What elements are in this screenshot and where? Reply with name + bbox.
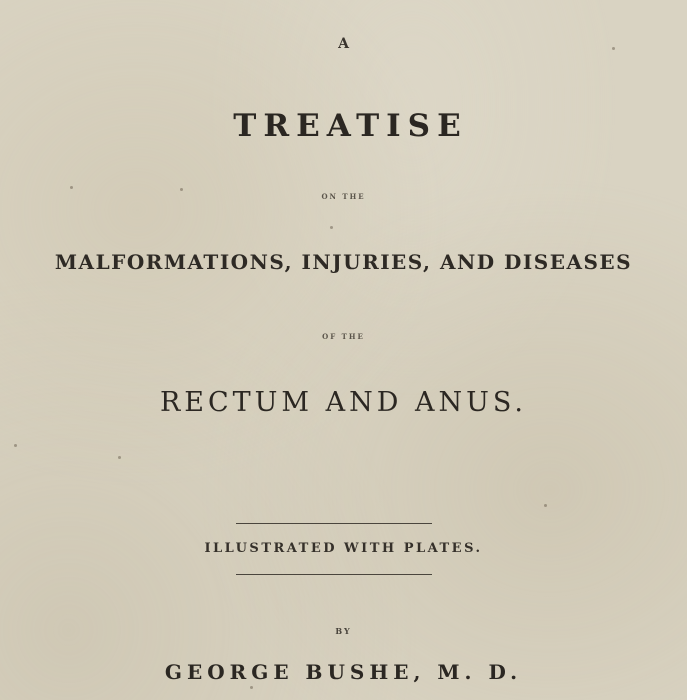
paper-speck [70, 186, 73, 189]
paper-speck [544, 504, 547, 507]
paper-speck [250, 686, 253, 689]
author-name: GEORGE BUSHE, M. D. [164, 660, 523, 684]
book-subtitle: MALFORMATIONS, INJURIES, AND DISEASES [54, 250, 633, 274]
connector-of-the: OF THE [322, 332, 365, 341]
paper-speck [180, 188, 183, 191]
by-line: BY [335, 626, 352, 636]
divider-rule-bottom [236, 574, 432, 575]
title-article: A [338, 36, 349, 52]
book-title: TREATISE [233, 108, 468, 144]
paper-speck [330, 226, 333, 229]
paper-speck [612, 47, 615, 50]
divider-rule-top [236, 523, 432, 524]
connector-on-the: ON THE [321, 192, 366, 201]
book-subject: RECTUM AND ANUS. [159, 387, 528, 418]
paper-speck [14, 444, 17, 447]
illustration-note: ILLUSTRATED WITH PLATES. [204, 541, 483, 556]
paper-speck [118, 456, 121, 459]
